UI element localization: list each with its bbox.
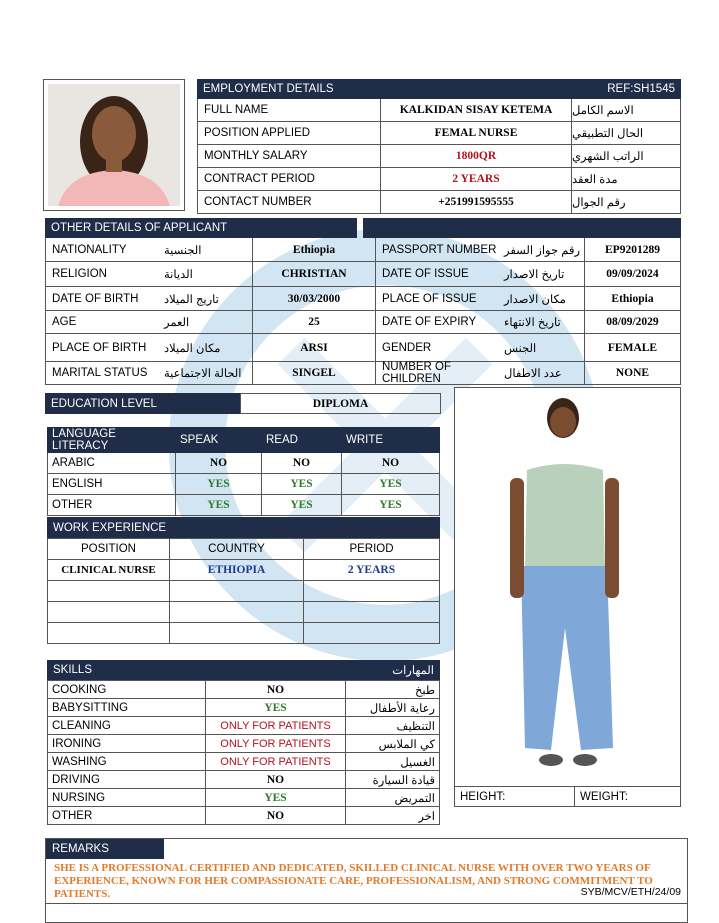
empty-cell <box>48 581 170 602</box>
skill-row <box>48 699 440 717</box>
detail-arabic: الحالة الاجتماعية <box>164 362 253 384</box>
education-label: EDUCATION LEVEL <box>51 397 157 410</box>
portrait-frame <box>43 79 185 211</box>
language-name: ARABIC <box>48 453 176 474</box>
detail-label: PLACE OF ISSUE <box>382 292 477 305</box>
employment-value: 2 YEARS <box>381 168 572 190</box>
detail-arabic: الديانة <box>164 262 253 286</box>
detail-label: AGE <box>52 316 77 328</box>
empty-cell <box>170 581 304 602</box>
detail-value: 25 <box>253 311 376 333</box>
employment-row <box>197 122 681 145</box>
detail-label: PASSPORT NUMBER <box>382 243 497 256</box>
skill-arabic: التنظيف <box>346 717 440 735</box>
empty-cell <box>304 581 440 602</box>
employment-label: FULL NAME <box>198 99 381 121</box>
weight-field: WEIGHT: <box>580 791 628 803</box>
other-details-row <box>45 362 681 385</box>
detail-value: Ethiopia <box>253 238 376 261</box>
position-col-header: POSITION <box>48 539 170 560</box>
skill-label: NURSING <box>48 789 206 807</box>
document-code: SYB/MCV/ETH/24/09 <box>580 886 681 898</box>
skill-value: NO <box>206 771 346 789</box>
write-value: YES <box>342 495 440 516</box>
employment-arabic-label: الراتب الشهري <box>572 151 644 163</box>
detail-value: FEMALE <box>607 341 658 354</box>
detail-value: CHRISTIAN <box>253 262 376 286</box>
height-field: HEIGHT: <box>455 787 575 807</box>
detail-label: DATE OF ISSUE <box>382 268 469 280</box>
write-header: WRITE <box>342 428 440 453</box>
skill-row <box>48 789 440 807</box>
other-details-row <box>45 287 681 311</box>
employment-label: CONTRACT PERIOD <box>198 168 381 190</box>
detail-value: ARSI <box>253 334 376 361</box>
detail-value: 08/09/2029 <box>606 316 659 328</box>
speak-value: NO <box>176 453 262 474</box>
employment-arabic-label: رقم الجوال <box>572 197 626 209</box>
other-details-row <box>45 334 681 362</box>
language-name: ENGLISH <box>48 474 176 495</box>
full-body-photo-frame <box>454 387 681 807</box>
other-details-row <box>45 238 681 262</box>
employment-label: MONTHLY SALARY <box>198 145 381 167</box>
language-header: LANGUAGE LITERACY <box>48 428 176 453</box>
remarks-text: SHE IS A PROFESSIONAL CERTIFIED AND DEDICATED, SKILLED CLINICAL NURSE WITH OVER TWO YEARS OF EXPERIENCE, KNOWN FOR HER COMPASSIONATE CARE, PROFESSIONALISM, AND STRONG COMMITMENT TO PATIENTS. <box>54 862 653 900</box>
employment-value: 1800QR <box>381 145 572 167</box>
skill-label: IRONING <box>48 735 206 753</box>
skills-header: SKILLS <box>53 664 92 676</box>
remarks-header: REMARKS <box>52 843 109 855</box>
skill-row <box>48 681 440 699</box>
write-value: NO <box>342 453 440 474</box>
detail-arabic: مكان الاصدار <box>504 287 585 310</box>
speak-value: YES <box>176 495 262 516</box>
employment-value: FEMAL NURSE <box>381 122 572 144</box>
write-value: YES <box>342 474 440 495</box>
other-details-row <box>45 262 681 287</box>
employment-arabic-label: الاسم الكامل <box>572 105 634 117</box>
employment-details-table <box>197 79 681 214</box>
read-value: YES <box>262 474 342 495</box>
employment-row <box>197 168 681 191</box>
country-col-header: COUNTRY <box>170 539 304 560</box>
empty-cell <box>304 623 440 644</box>
education-value: DIPLOMA <box>312 397 369 410</box>
skill-row <box>48 753 440 771</box>
reference-number: REF:SH1545 <box>607 83 675 95</box>
employment-arabic-label: الحال التطبيقي <box>572 128 644 140</box>
education-row <box>45 393 441 414</box>
empty-cell <box>170 623 304 644</box>
detail-arabic: العمر <box>164 311 253 333</box>
other-details-row <box>45 311 681 334</box>
skill-arabic: الغسيل <box>346 753 440 771</box>
employment-header: EMPLOYMENT DETAILS <box>203 83 334 95</box>
skill-value: YES <box>206 789 346 807</box>
empty-cell <box>304 602 440 623</box>
skill-label: DRIVING <box>48 771 206 789</box>
language-name: OTHER <box>48 495 176 516</box>
work-country: ETHIOPIA <box>170 560 304 581</box>
empty-cell <box>48 602 170 623</box>
period-col-header: PERIOD <box>304 539 440 560</box>
detail-arabic: تاريخ الاصدار <box>504 262 585 286</box>
full-body-photo <box>455 388 680 783</box>
skill-arabic: رعاية الأطفال <box>346 699 440 717</box>
skill-arabic: قيادة السيارة <box>346 771 440 789</box>
read-header: READ <box>262 428 342 453</box>
detail-label: MARITAL STATUS <box>52 367 148 379</box>
employment-arabic-label: مدة العقد <box>572 174 618 186</box>
detail-label: DATE OF BIRTH <box>52 292 139 305</box>
skill-value: ONLY FOR PATIENTS <box>206 735 346 753</box>
read-value: YES <box>262 495 342 516</box>
detail-arabic: الجنس <box>504 334 585 361</box>
language-row <box>48 453 440 474</box>
language-row <box>48 474 440 495</box>
skill-row <box>48 807 440 825</box>
speak-value: YES <box>176 474 262 495</box>
detail-value: NONE <box>615 367 650 379</box>
language-table <box>47 427 440 516</box>
detail-label: DATE OF EXPIRY <box>382 316 477 328</box>
skill-label: WASHING <box>48 753 206 771</box>
work-header: WORK EXPERIENCE <box>53 521 167 534</box>
detail-value: 30/03/2000 <box>253 287 376 310</box>
work-table <box>47 538 440 644</box>
employment-row <box>197 145 681 168</box>
detail-value: Ethiopia <box>611 292 654 305</box>
work-position: CLINICAL NURSE <box>48 560 170 581</box>
detail-value: SINGEL <box>253 362 376 384</box>
skill-arabic: اخر <box>346 807 440 825</box>
work-period: 2 YEARS <box>304 560 440 581</box>
empty-cell <box>48 623 170 644</box>
employment-value: +251991595555 <box>381 191 572 213</box>
speak-header: SPEAK <box>176 428 262 453</box>
skill-row <box>48 717 440 735</box>
detail-label: PLACE OF BIRTH <box>52 341 147 354</box>
employment-row <box>197 191 681 214</box>
skill-value: ONLY FOR PATIENTS <box>206 717 346 735</box>
skill-value: ONLY FOR PATIENTS <box>206 753 346 771</box>
skill-row <box>48 771 440 789</box>
skill-label: CLEANING <box>48 717 206 735</box>
skills-table <box>47 680 440 825</box>
detail-arabic: تاريخ الانتهاء <box>504 311 585 333</box>
detail-value: 09/09/2024 <box>606 268 659 280</box>
employment-label: POSITION APPLIED <box>198 122 381 144</box>
read-value: NO <box>262 453 342 474</box>
employment-label: CONTACT NUMBER <box>198 191 381 213</box>
work-experience-section <box>47 517 440 644</box>
skill-value: NO <box>206 807 346 825</box>
detail-arabic: الجنسية <box>164 238 253 261</box>
skill-arabic: كي الملابس <box>346 735 440 753</box>
skill-label: OTHER <box>48 807 206 825</box>
skill-label: BABYSITTING <box>48 699 206 717</box>
skill-value: NO <box>206 681 346 699</box>
skill-row <box>48 735 440 753</box>
detail-arabic: رقم جواز السفر <box>504 238 585 261</box>
skill-arabic: طبخ <box>346 681 440 699</box>
detail-label: GENDER <box>382 341 432 354</box>
skill-label: COOKING <box>48 681 206 699</box>
other-details-header: OTHER DETAILS OF APPLICANT <box>51 222 228 234</box>
employment-row <box>197 99 681 122</box>
detail-label: RELIGION <box>52 268 107 280</box>
employment-value: KALKIDAN SISAY KETEMA <box>381 99 572 121</box>
skill-arabic: التمريض <box>346 789 440 807</box>
detail-value: EP9201289 <box>605 243 660 256</box>
other-details-section <box>45 218 681 385</box>
detail-arabic: عدد الاطفال <box>504 362 585 384</box>
detail-arabic: مكان الميلاد <box>164 334 253 361</box>
empty-cell <box>170 602 304 623</box>
detail-arabic: تاريج الميلاد <box>164 287 253 310</box>
detail-label: NATIONALITY <box>52 243 127 256</box>
skills-header-arabic: المهارات <box>392 665 434 677</box>
remarks-section <box>45 838 688 923</box>
skills-section <box>47 660 440 825</box>
detail-label: NUMBER OF CHILDREN <box>382 361 451 385</box>
language-row <box>48 495 440 516</box>
portrait-photo <box>48 84 180 206</box>
skill-value: YES <box>206 699 346 717</box>
